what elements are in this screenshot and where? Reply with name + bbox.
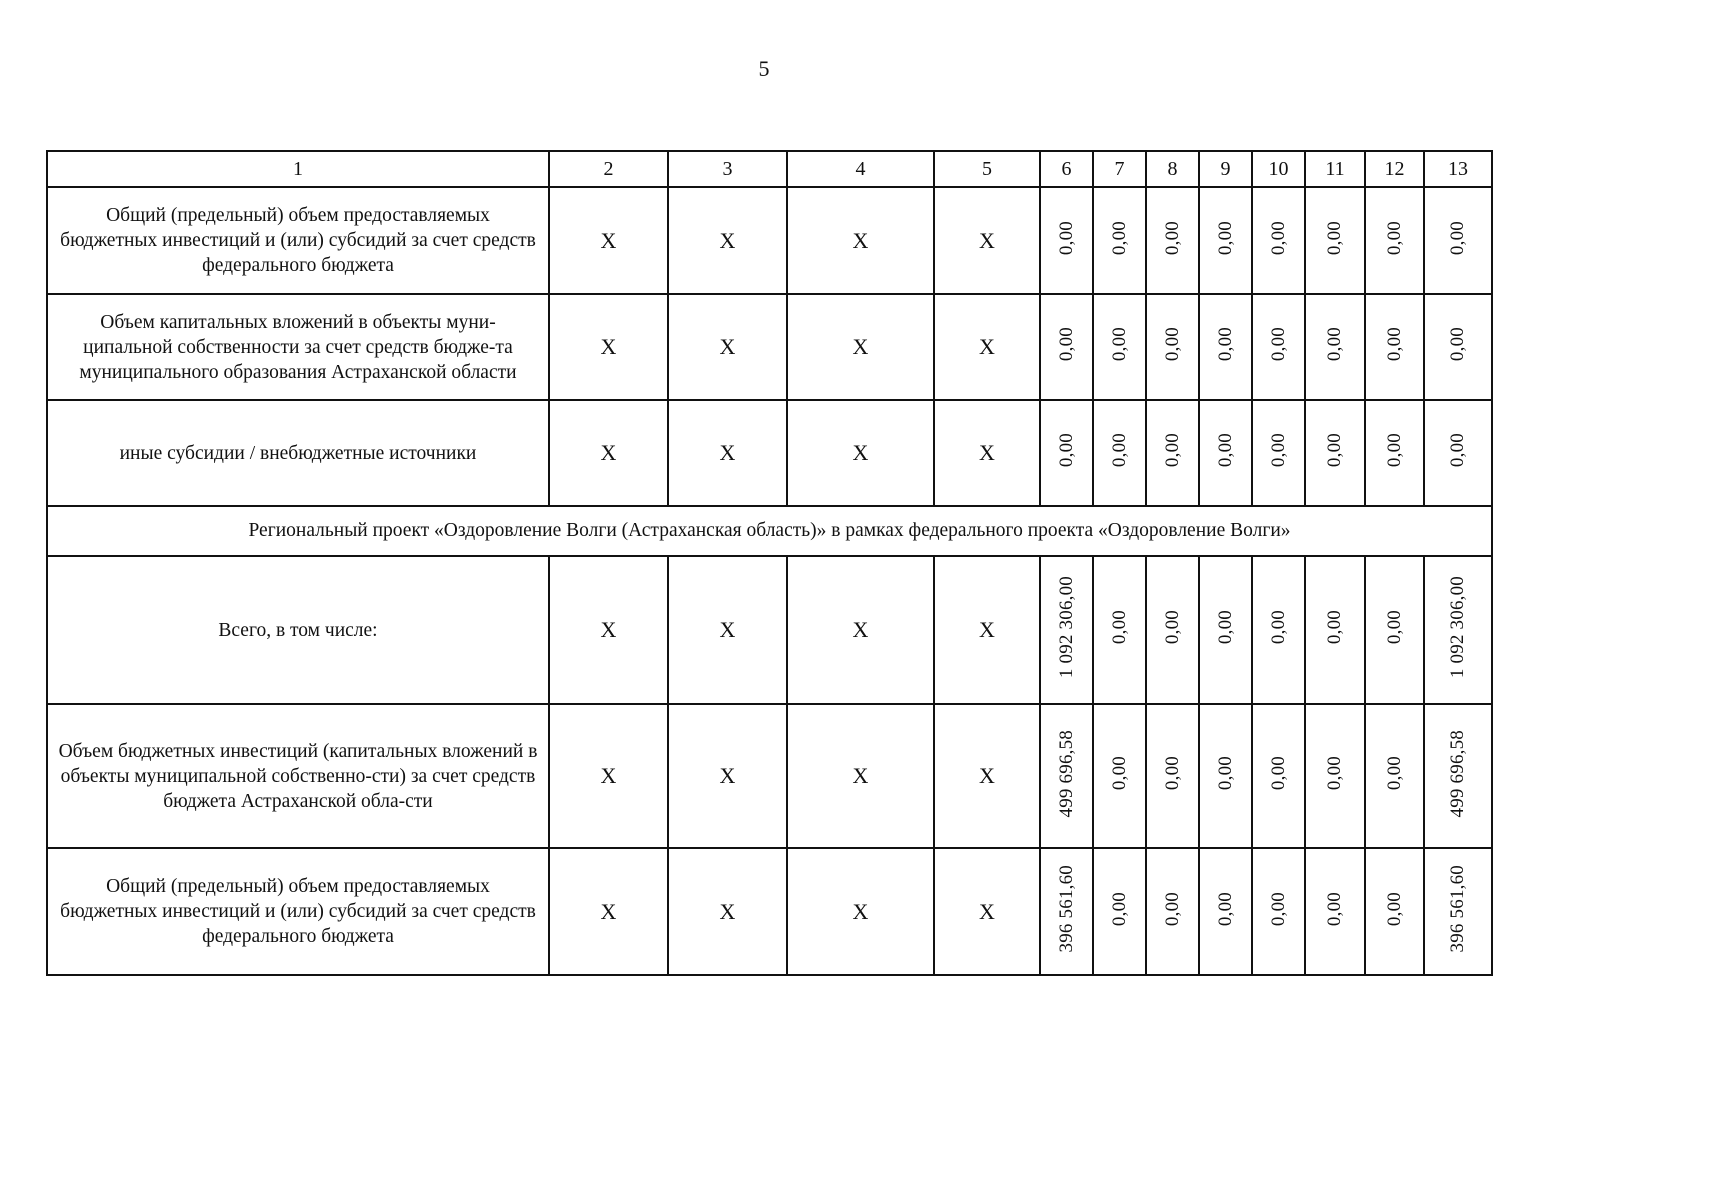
amount-cell — [1305, 400, 1365, 506]
not-applicable-mark: X — [787, 187, 934, 294]
amount-cell — [1093, 704, 1146, 848]
not-applicable-mark: X — [668, 294, 787, 400]
not-applicable-mark: X — [549, 704, 668, 848]
column-header: 11 — [1305, 151, 1365, 187]
amount-cell — [1093, 848, 1146, 975]
row-description: Объем бюджетных инвестиций (капитальных вложений в объекты муниципальной собственно-сти) за счет средств бюджета Астраханской обла-сти — [47, 704, 549, 848]
amount-cell — [1305, 848, 1365, 975]
amount-value: 0,00 — [1214, 327, 1236, 362]
amount-cell — [1146, 848, 1199, 975]
row-description: Объем капитальных вложений в объекты муни-ципальной собственности за счет средств бюдже-та муниципального образования Астраханской области — [47, 294, 549, 400]
not-applicable-mark: X — [668, 704, 787, 848]
column-number-row — [47, 151, 1492, 187]
amount-value: 0,00 — [1324, 891, 1345, 927]
amount-value: 0,00 — [1108, 610, 1130, 645]
amount-value: 0,00 — [1055, 327, 1077, 362]
amount-value: 0,00 — [1267, 756, 1289, 791]
amount-cell — [1252, 400, 1305, 506]
amount-cell — [1252, 294, 1305, 400]
column-header: 2 — [549, 151, 668, 187]
amount-value: 0,00 — [1161, 891, 1183, 927]
not-applicable-mark: X — [934, 704, 1040, 848]
column-header: 8 — [1146, 151, 1199, 187]
column-header: 6 — [1040, 151, 1093, 187]
not-applicable-mark: X — [549, 556, 668, 704]
column-header: 12 — [1365, 151, 1424, 187]
amount-value: 0,00 — [1383, 891, 1405, 927]
column-header: 4 — [787, 151, 934, 187]
amount-value: 0,00 — [1214, 433, 1236, 468]
table-row — [47, 704, 1492, 848]
amount-value: 0,00 — [1267, 327, 1289, 362]
page-number: 5 — [758, 56, 770, 81]
amount-cell — [1199, 187, 1252, 294]
table-row — [47, 187, 1492, 294]
table-row — [47, 556, 1492, 704]
amount-value: 0,00 — [1161, 327, 1183, 362]
amount-value: 0,00 — [1324, 433, 1345, 468]
section-title-row — [47, 506, 1492, 556]
amount-value: 396 561,60 — [1447, 865, 1468, 953]
amount-value: 0,00 — [1214, 220, 1236, 256]
not-applicable-mark: X — [787, 704, 934, 848]
not-applicable-mark: X — [934, 294, 1040, 400]
amount-value: 0,00 — [1267, 433, 1289, 468]
column-header: 3 — [668, 151, 787, 187]
not-applicable-mark: X — [934, 187, 1040, 294]
table-body — [47, 187, 1492, 975]
amount-value: 0,00 — [1108, 756, 1130, 791]
amount-value: 0,00 — [1383, 610, 1405, 645]
amount-value: 0,00 — [1383, 756, 1405, 791]
amount-value: 0,00 — [1267, 220, 1289, 256]
not-applicable-mark: X — [668, 848, 787, 975]
amount-value: 0,00 — [1383, 220, 1405, 256]
amount-cell — [1093, 187, 1146, 294]
section-title: Региональный проект «Оздоровление Волги (Астраханская область)» в рамках федерального проекта «Оздоровление Волги» — [47, 506, 1492, 556]
row-description: Общий (предельный) объем предоставляемых бюджетных инвестиций и (или) субсидий за счет средств федерального бюджета — [47, 848, 549, 975]
column-header: 10 — [1252, 151, 1305, 187]
amount-cell — [1146, 556, 1199, 704]
not-applicable-mark: X — [787, 400, 934, 506]
amount-cell — [1305, 704, 1365, 848]
column-header: 5 — [934, 151, 1040, 187]
column-header: 9 — [1199, 151, 1252, 187]
amount-cell — [1424, 704, 1492, 848]
amount-cell — [1252, 556, 1305, 704]
amount-cell — [1252, 704, 1305, 848]
amount-cell — [1146, 400, 1199, 506]
amount-cell — [1146, 187, 1199, 294]
not-applicable-mark: X — [549, 294, 668, 400]
amount-value: 0,00 — [1161, 220, 1183, 256]
amount-value: 0,00 — [1383, 433, 1405, 468]
amount-value: 0,00 — [1055, 220, 1077, 256]
amount-value: 0,00 — [1267, 610, 1289, 645]
amount-value: 0,00 — [1214, 610, 1236, 645]
amount-cell — [1199, 556, 1252, 704]
amount-value: 0,00 — [1447, 327, 1468, 362]
not-applicable-mark: X — [549, 848, 668, 975]
amount-cell — [1252, 187, 1305, 294]
row-description: Общий (предельный) объем предоставляемых бюджетных инвестиций и (или) субсидий за счет средств федерального бюджета — [47, 187, 549, 294]
amount-cell — [1040, 187, 1093, 294]
amount-cell — [1424, 848, 1492, 975]
amount-cell — [1305, 556, 1365, 704]
amount-value: 0,00 — [1324, 610, 1345, 645]
amount-value: 0,00 — [1161, 756, 1183, 791]
not-applicable-mark: X — [549, 400, 668, 506]
not-applicable-mark: X — [549, 187, 668, 294]
amount-value: 0,00 — [1383, 327, 1405, 362]
not-applicable-mark: X — [668, 556, 787, 704]
amount-cell — [1040, 704, 1093, 848]
amount-value: 0,00 — [1214, 756, 1236, 791]
not-applicable-mark: X — [787, 556, 934, 704]
amount-cell — [1093, 556, 1146, 704]
table-row — [47, 294, 1492, 400]
amount-value: 0,00 — [1324, 756, 1345, 791]
amount-cell — [1424, 187, 1492, 294]
column-header: 7 — [1093, 151, 1146, 187]
amount-cell — [1199, 294, 1252, 400]
amount-value: 499 696,58 — [1055, 729, 1077, 818]
amount-cell — [1365, 400, 1424, 506]
not-applicable-mark: X — [668, 400, 787, 506]
not-applicable-mark: X — [934, 848, 1040, 975]
amount-cell — [1305, 294, 1365, 400]
amount-cell — [1040, 400, 1093, 506]
not-applicable-mark: X — [787, 848, 934, 975]
amount-value: 0,00 — [1324, 220, 1345, 256]
amount-value: 0,00 — [1161, 433, 1183, 468]
column-header: 1 — [47, 151, 549, 187]
amount-cell — [1424, 400, 1492, 506]
row-description: иные субсидии / внебюджетные источники — [47, 400, 549, 506]
row-description: Всего, в том числе: — [47, 556, 549, 704]
amount-value: 499 696,58 — [1447, 729, 1468, 818]
amount-cell — [1305, 187, 1365, 294]
amount-cell — [1365, 187, 1424, 294]
amount-cell — [1199, 400, 1252, 506]
amount-cell — [1093, 400, 1146, 506]
amount-value: 396 561,60 — [1055, 865, 1077, 953]
amount-cell — [1365, 704, 1424, 848]
budget-table — [46, 150, 1493, 976]
not-applicable-mark: X — [787, 294, 934, 400]
amount-value: 0,00 — [1447, 433, 1468, 468]
amount-cell — [1146, 704, 1199, 848]
amount-cell — [1199, 848, 1252, 975]
amount-value: 0,00 — [1108, 891, 1130, 927]
amount-value: 0,00 — [1214, 891, 1236, 927]
not-applicable-mark: X — [934, 556, 1040, 704]
amount-cell — [1040, 848, 1093, 975]
amount-value: 0,00 — [1108, 327, 1130, 362]
amount-cell — [1040, 556, 1093, 704]
amount-cell — [1365, 556, 1424, 704]
amount-cell — [1093, 294, 1146, 400]
table-row — [47, 400, 1492, 506]
amount-cell — [1365, 848, 1424, 975]
column-header: 13 — [1424, 151, 1492, 187]
amount-value: 0,00 — [1324, 327, 1345, 362]
amount-value: 0,00 — [1108, 220, 1130, 256]
amount-cell — [1424, 294, 1492, 400]
amount-cell — [1424, 556, 1492, 704]
amount-value: 0,00 — [1161, 610, 1183, 645]
amount-value: 1 092 306,00 — [1055, 576, 1077, 679]
amount-value: 1 092 306,00 — [1447, 576, 1468, 679]
amount-cell — [1252, 848, 1305, 975]
amount-cell — [1040, 294, 1093, 400]
amount-cell — [1365, 294, 1424, 400]
amount-value: 0,00 — [1108, 433, 1130, 468]
not-applicable-mark: X — [934, 400, 1040, 506]
table-row — [47, 848, 1492, 975]
not-applicable-mark: X — [668, 187, 787, 294]
amount-value: 0,00 — [1267, 891, 1289, 927]
amount-value: 0,00 — [1447, 220, 1468, 256]
amount-cell — [1146, 294, 1199, 400]
amount-cell — [1199, 704, 1252, 848]
amount-value: 0,00 — [1055, 433, 1077, 468]
